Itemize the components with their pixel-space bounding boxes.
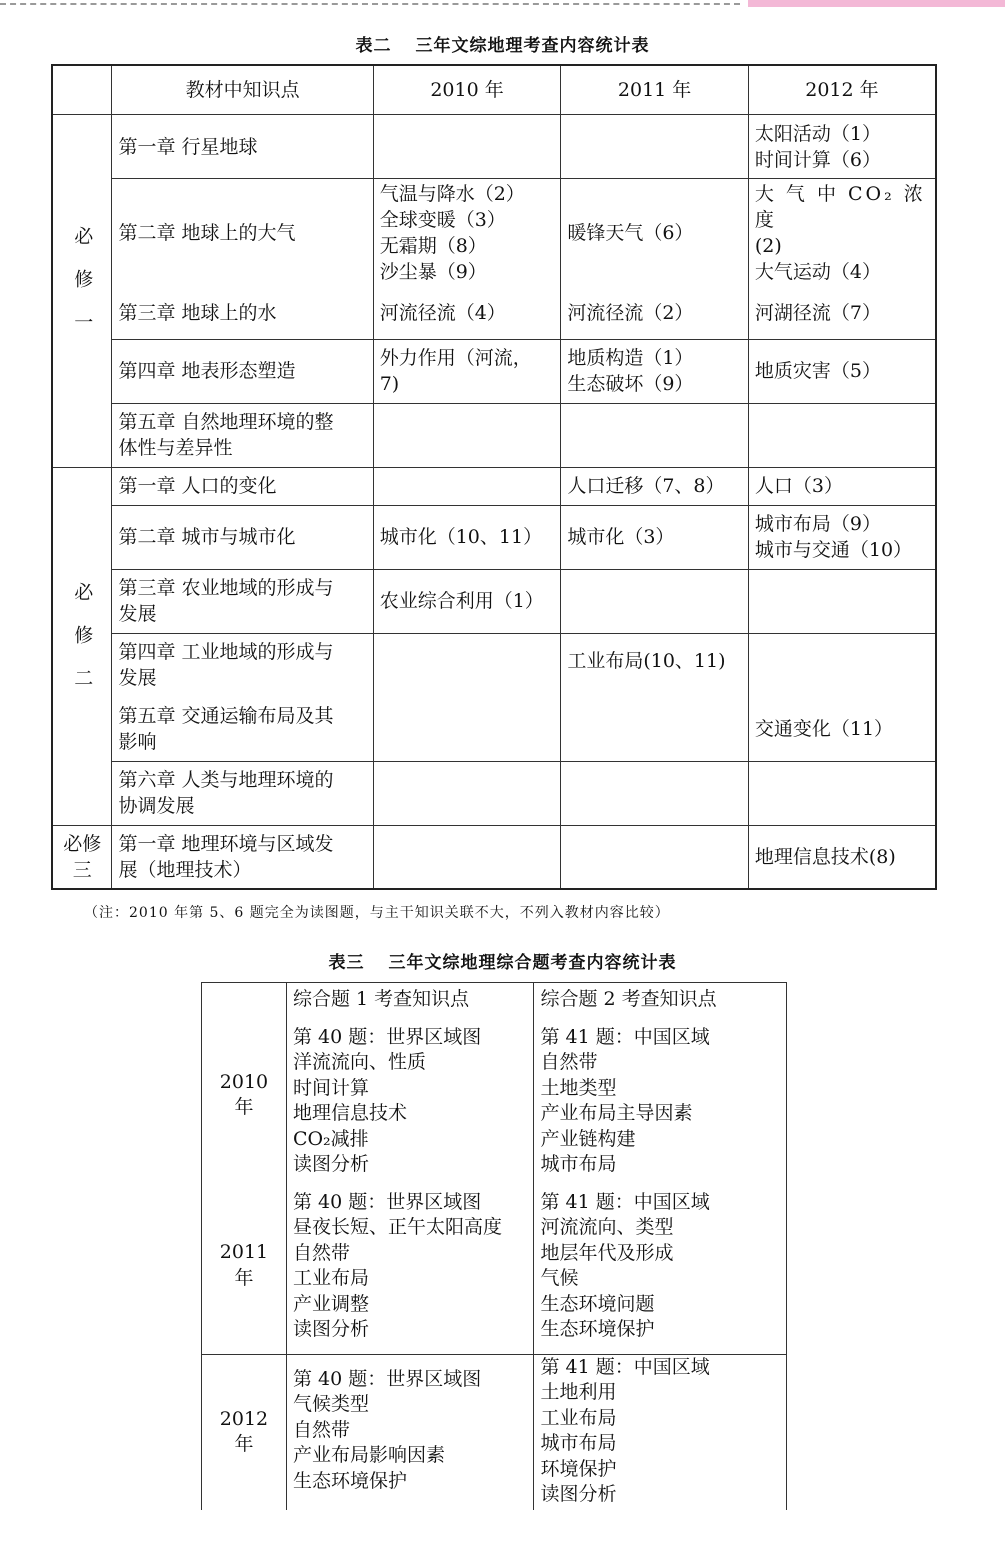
cell-line: 生态破坏（9） [567,373,694,395]
table-row [52,633,936,697]
cell-line: 产业链构建 [540,1127,636,1150]
cell-line: 外力作用（河流， [379,347,532,369]
table3-title [0,948,1005,973]
cell-line: 气温与降水（2） [379,183,525,205]
cell-2011 [561,761,749,825]
cell-2010 [373,697,561,761]
chapter-cell [112,633,373,697]
cell-line: 土地类型 [540,1076,617,1099]
table-row [52,115,936,179]
cell-2010 [373,825,561,889]
q1-cell [286,1178,534,1355]
cell-2012: 地理信息技术(8) [748,825,936,889]
cell-line: 生态环境保护 [540,1318,655,1340]
cell-line: 读图分析 [540,1483,617,1505]
cell-2011 [561,825,749,889]
module-bixiu3-text: 必修三 [63,832,102,881]
cell-line: 工业布局 [292,1267,369,1289]
cell-2012 [748,115,936,179]
table-row [52,467,936,505]
table3-label: 表三 [328,953,365,973]
chapter-cell: 第二章 地球上的大气 [112,179,373,288]
table2-label: 表二 [355,36,392,56]
cell-line: 无霜期（8） [379,235,487,257]
cell-2010 [373,761,561,825]
cell-line: 体性与差异性 [118,437,233,459]
cell-line: (2) [754,235,782,257]
cell-line: 第 41 题：中国区域 [540,1025,710,1048]
cell-line: 自然带 [292,1418,350,1441]
table-row [202,1013,787,1178]
cell-2011: 工业布局(10、11) [561,633,749,697]
cell-2010: 河流径流（4） [373,287,561,339]
cell-2012 [748,179,936,288]
cell-line: 洋流流向、性质 [292,1051,426,1073]
cell-2010 [373,633,561,697]
year-cell: 2010 年 [202,1013,287,1178]
chapter-cell: 第二章 城市与城市化 [112,505,373,569]
cell-line: 环境保护 [540,1457,617,1480]
cell-line: 产业布局影响因素 [292,1444,445,1466]
table3-header-row [202,983,787,1013]
cell-line: 第 40 题：世界区域图 [292,1025,482,1048]
year-cell: 2012 年 [202,1354,287,1510]
cell-line: 第 41 题：中国区域 [540,1190,710,1213]
cell-2011: 河流径流（2） [561,287,749,339]
cell-2012 [748,761,936,825]
table-row [52,569,936,633]
cell-line: 自然带 [540,1051,598,1073]
cell-2010: 城市化（10、11） [373,505,561,569]
cell-line: 时间计算 [292,1076,369,1099]
module-bixiu3 [52,825,112,889]
cell-line: 生态环境问题 [540,1292,655,1315]
cell-2012 [748,403,936,467]
cell-line: 第六章 人类与地理环境的 [118,769,334,791]
cell-line: 城市布局 [540,1153,617,1175]
cell-line: 第 40 题：世界区域图 [292,1367,482,1390]
cell-line: 昼夜长短、正午太阳高度 [292,1216,502,1238]
cell-line: 地质构造（1） [567,347,694,369]
q2-cell [534,1354,787,1510]
cell-2011 [561,179,749,288]
cell-line: 时间计算（6） [754,148,881,171]
cell-line: 第三章 农业地域的形成与 [118,577,334,599]
module-bixiu1 [52,115,112,468]
chapter-cell: 第一章 人口的变化 [112,467,373,505]
cell-line: 自然带 [292,1241,350,1264]
cell-line: 第五章 交通运输布局及其 [118,704,334,727]
cell-2010 [373,179,561,288]
chapter-cell: 第四章 地表形态塑造 [112,339,373,403]
cell-line: 7) [379,373,400,395]
cell-line: 大气运动（4） [754,261,881,283]
cell-line: 城市布局（9） [754,513,881,535]
table2-title-text: 三年文综地理考查内容统计表 [415,36,650,56]
cell-2011 [561,403,749,467]
cell-line: 气候 [540,1267,579,1289]
table2-title [0,31,1005,56]
cell-line: 土地利用 [540,1381,617,1403]
table2 [51,64,937,890]
cell-2011: 人口迁移（7、8） [561,467,749,505]
cell-line: 展（地理技术） [118,858,252,881]
table2-header-row [52,65,936,115]
q2-cell [534,1013,787,1178]
cell-2010 [373,339,561,403]
table-row [52,179,936,288]
module-bixiu2 [52,467,112,825]
cell-2011: 城市化（3） [561,505,749,569]
chapter-cell [112,569,373,633]
cell-2012: 地质灾害（5） [748,339,936,403]
header-2012: 2012 年 [748,65,936,115]
cell-line: 暖锋天气（6） [567,222,694,244]
cell-line: 影响 [118,730,157,753]
table2-note: （注：2010 年第 5、6 题完全为读图题，与主干知识关联不大，不列入教材内容比较） [84,905,670,921]
cell-line: 读图分析 [292,1153,369,1175]
cell-2012 [748,505,936,569]
chapter-cell [112,697,373,761]
table-row [52,287,936,339]
cell-line: 气候类型 [292,1393,369,1415]
cell-line: 地理信息技术 [292,1102,407,1124]
cell-line: 生态环境保护 [292,1469,407,1492]
cell-2012: 河湖径流（7） [748,287,936,339]
cell-line: 第 40 题：世界区域图 [292,1190,482,1213]
cell-2010: 农业综合利用（1） [373,569,561,633]
header-2010: 2010 年 [373,65,561,115]
table-row [202,1178,787,1355]
table-row [52,761,936,825]
cell-2012: 交通变化（11） [748,697,936,761]
cell-line: 城市与交通（10） [754,539,913,561]
table-row [202,1354,787,1510]
year-cell: 2011 年 [202,1178,287,1355]
header-q2: 综合题 2 考查知识点 [534,983,787,1013]
cell-line: 发展 [118,603,157,625]
cell-line: 产业调整 [292,1292,369,1315]
cell-2012: 人口（3） [748,467,936,505]
module-bixiu1-text: 必修一 [71,226,94,356]
cell-line: 第四章 工业地域的形成与 [118,641,334,664]
cell-2012 [748,633,936,697]
table2-corner [52,65,112,115]
cell-2011 [561,339,749,403]
top-dashed-rule [0,3,740,5]
cell-line: 产业布局主导因素 [540,1102,693,1124]
cell-line: 地层年代及形成 [540,1241,674,1264]
chapter-cell: 第三章 地球上的水 [112,287,373,339]
cell-line: 河流流向、类型 [540,1216,674,1238]
cell-2011 [561,697,749,761]
cell-line: 第一章 地理环境与区域发 [118,832,334,855]
cell-2011 [561,569,749,633]
table-row [52,697,936,761]
q1-cell [286,1013,534,1178]
cell-line: 工业布局 [540,1406,617,1429]
table-row [52,825,936,889]
q1-cell [286,1354,534,1510]
cell-line: 发展 [118,667,157,690]
top-pink-mark [748,0,1005,7]
header-knowledge: 教材中知识点 [112,65,373,115]
cell-line: 全球变暖（3） [379,209,506,231]
cell-line: 读图分析 [292,1318,369,1340]
cell-2010 [373,403,561,467]
table-row [52,339,936,403]
cell-line: 第五章 自然地理环境的整 [118,411,334,433]
cell-line: 大 气 中 CO₂ 浓 度 [754,183,926,231]
cell-line: 城市布局 [540,1432,617,1454]
header-2011: 2011 年 [561,65,749,115]
cell-line: 太阳活动（1） [754,122,881,145]
cell-line: 第 41 题：中国区域 [540,1355,710,1378]
cell-line: CO₂减排 [292,1127,369,1150]
table3-title-text: 三年文综地理综合题考查内容统计表 [388,953,677,973]
table3-corner [202,983,287,1013]
chapter-cell [112,825,373,889]
cell-2012 [748,569,936,633]
table3 [201,982,787,1510]
cell-2010 [373,467,561,505]
header-q1: 综合题 1 考查知识点 [286,983,534,1013]
q2-cell [534,1178,787,1355]
cell-line: 沙尘暴（9） [379,261,487,283]
table-row [52,403,936,467]
module-bixiu2-text: 必修二 [71,581,94,711]
cell-2010 [373,115,561,179]
cell-line: 协调发展 [118,795,195,817]
table-row [52,505,936,569]
chapter-cell [112,761,373,825]
cell-2011 [561,115,749,179]
chapter-cell [112,403,373,467]
chapter-cell: 第一章 行星地球 [112,115,373,179]
